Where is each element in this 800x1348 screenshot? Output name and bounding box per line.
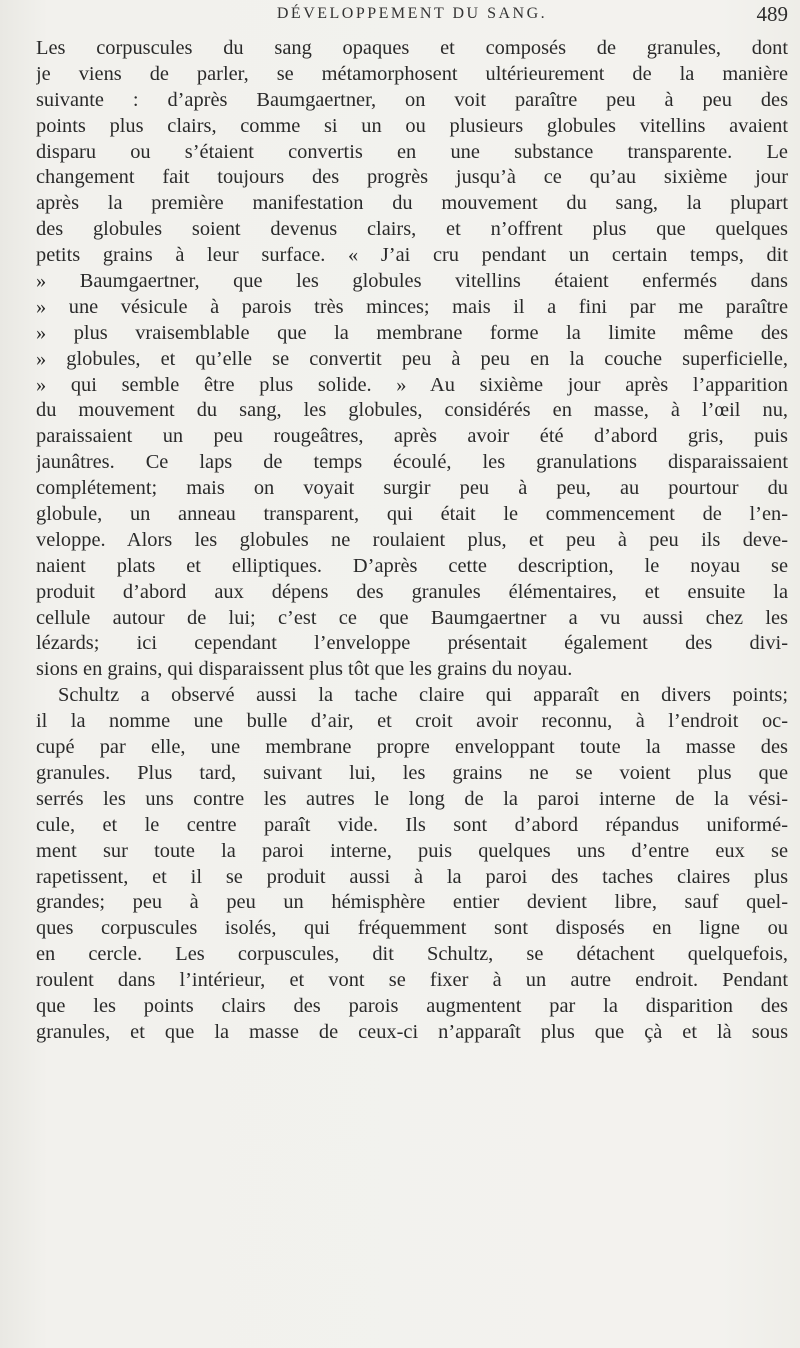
text-line: granules, et que la masse de ceux-ci n’apparaît plus que çà et là sous xyxy=(36,1020,788,1043)
running-head-title: DÉVELOPPEMENT DU SANG. xyxy=(276,5,548,22)
paragraph-1 xyxy=(36,36,788,683)
text-line: que les points clairs des parois augmentent par la disparition des xyxy=(36,994,788,1017)
text-line: produit d’abord aux dépens des granules élémentaires, et ensuite la xyxy=(36,580,788,603)
text-line: cupé par elle, une membrane propre enveloppant toute la masse des xyxy=(36,736,788,759)
text-line: jaunâtres. Ce laps de temps écoulé, les granulations disparaissaient xyxy=(36,451,788,474)
text-line: changement fait toujours des progrès jusqu’à ce qu’au sixième jour xyxy=(36,166,788,189)
text-line: sions en grains, qui disparaissent plus tôt que les grains du noyau. xyxy=(36,658,573,681)
text-line: en cercle. Les corpuscules, dit Schultz, se détachent quelquefois, xyxy=(36,943,788,966)
text-line: des globules soient devenus clairs, et n’offrent plus que quelques xyxy=(36,218,788,241)
text-line: suivante : d’après Baumgaertner, on voit paraître peu à peu des xyxy=(36,88,788,111)
text-line: » globules, et qu’elle se convertit peu à peu en la couche superficielle, xyxy=(36,347,788,370)
text-line: serrés les uns contre les autres le long de la paroi interne de la vési- xyxy=(36,787,788,810)
text-line: je viens de parler, se métamorphosent ultérieurement de la manière xyxy=(36,62,788,85)
text-line: cellule autour de lui; c’est ce que Baumgaertner a vu aussi chez les xyxy=(36,606,788,629)
text-line: disparu ou s’étaient convertis en une substance transparente. Le xyxy=(36,140,788,163)
text-line: petits grains à leur surface. « J’ai cru pendant un certain temps, dit xyxy=(36,244,788,267)
text-line: après la première manifestation du mouvement du sang, la plupart xyxy=(36,192,788,215)
text-line: Les corpuscules du sang opaques et composés de granules, dont xyxy=(36,37,788,59)
text-line: rapetissent, et il se produit aussi à la paroi des taches claires plus xyxy=(36,865,788,888)
text-line: complétement; mais on voyait surgir peu à peu, au pourtour du xyxy=(36,477,788,500)
text-line: ques corpuscules isolés, qui fréquemment sont disposés en ligne ou xyxy=(36,917,788,940)
text-line: grandes; peu à peu un hémisphère entier devient libre, sauf quel- xyxy=(36,891,788,914)
page-number: 489 xyxy=(756,2,788,26)
text-line: ment sur toute la paroi interne, puis quelques uns d’entre eux se xyxy=(36,839,788,862)
text-line: du mouvement du sang, les globules, considérés en masse, à l’œil nu, xyxy=(36,399,788,422)
text-line: Schultz a observé aussi la tache claire qui apparaît en divers points; xyxy=(58,684,788,707)
text-line: naient plats et elliptiques. D’après cette description, le noyau se xyxy=(36,554,788,577)
text-line: granules. Plus tard, suivant lui, les grains ne se voient plus que xyxy=(36,761,788,784)
text-line: points plus clairs, comme si un ou plusieurs globules vitellins avaient xyxy=(36,114,788,137)
text-line: cule, et le centre paraît vide. Ils sont d’abord répandus uniformé- xyxy=(36,813,788,836)
body-text xyxy=(36,36,788,1046)
text-line: » une vésicule à parois très minces; mais il a fini par me paraître xyxy=(36,295,788,318)
text-line: il la nomme une bulle d’air, et croit avoir reconnu, à l’endroit oc- xyxy=(36,710,788,733)
paragraph-2 xyxy=(36,683,788,1045)
text-line: roulent dans l’intérieur, et vont se fixer à un autre endroit. Pendant xyxy=(36,969,788,992)
text-line: » qui semble être plus solide. » Au sixième jour après l’apparition xyxy=(36,373,788,396)
text-line: » plus vraisemblable que la membrane forme la limite même des xyxy=(36,321,788,344)
text-line: » Baumgaertner, que les globules vitellins étaient enfermés dans xyxy=(36,270,788,293)
running-head xyxy=(36,2,788,30)
text-line: paraissaient un peu rougeâtres, après avoir été d’abord gris, puis xyxy=(36,425,788,448)
text-line: globule, un anneau transparent, qui était le commencement de l’en- xyxy=(36,503,788,526)
text-line: lézards; ici cependant l’enveloppe présentait également des divi- xyxy=(36,632,788,655)
text-line: veloppe. Alors les globules ne roulaient plus, et peu à peu ils deve- xyxy=(36,528,788,551)
